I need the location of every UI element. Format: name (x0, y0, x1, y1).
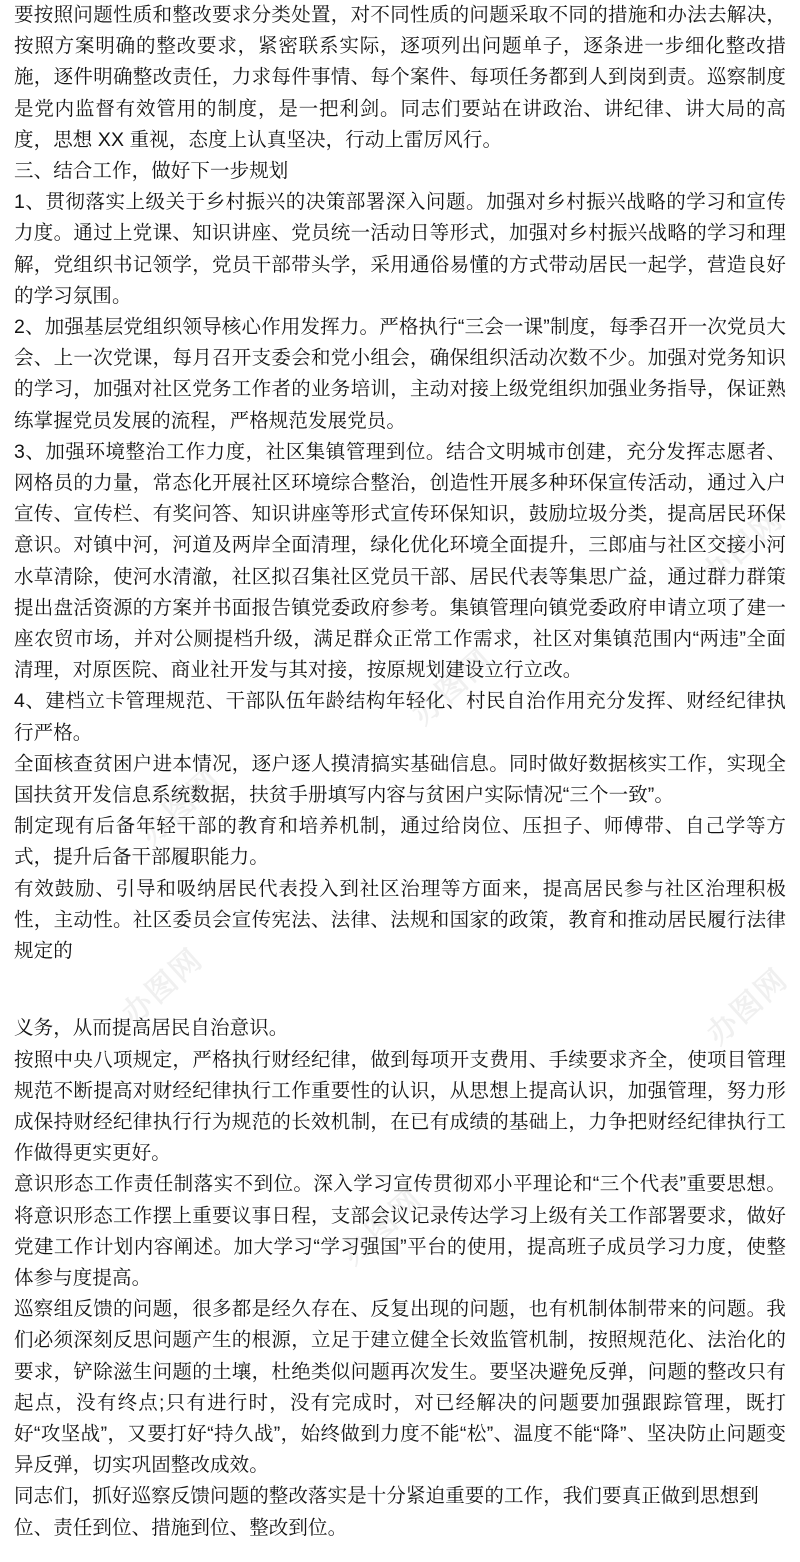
section-heading-3: 三、结合工作，做好下一步规划 (14, 160, 289, 183)
watermark-text: 办图网 (116, 942, 210, 1032)
numbered-item-4: 4、建档立卡管理规范、干部队伍年龄结构年轻化、村民自治作用充分发挥、财经纪律执行严格。 (14, 690, 786, 744)
paragraph-poverty-household-survey: 全面核查贫困户进本情况，逐户逐人摸清搞实基础信息。同时做好数据核实工作，实现全国扶贫开发信息系统数据，扶贫手册填写内容与贫困户实际情况“三个一致”。 (14, 752, 786, 807)
paragraph-intro-rectification: 要按照问题性质和整改要求分类处置，对不同性质的问题采取不同的措施和办法去解决，按照方案明确的整改要求，紧密联系实际，逐项列出问题单子，逐条进一步细化整改措施，逐件明确整改责任，力求每件事情、每个案件、每项任务都到人到岗到责。巡察制度是党内监督有效管用的制度，是一把利剑。同志们要站在讲政治、讲纪律、讲大局的高度，思想 XX 重视，态度上认真坚决，行动上雷厉风行。 (14, 4, 786, 151)
paragraph-continuation-duty: 义务，从而提高居民自治意识。 (14, 1017, 289, 1040)
page-break-gap (0, 967, 800, 1013)
watermark-text: 办图网 (701, 962, 795, 1052)
numbered-item-1: 1、贯彻落实上级关于乡村振兴的决策部署深入问题。加强对乡村振兴战略的学习和宣传力度。通过上党课、知识讲座、党员统一活动日等形式，加强对乡村振兴战略的学习和理解，党组织书记领学，党员干部带头学，采用通俗易懂的方式带动居民一起学，营造良好的学习氛围。 (14, 191, 786, 307)
paragraph-cadre-training: 制定现有后备年轻干部的教育和培养机制，通过给岗位、压担子、师傅带、自己学等方式，提升后备干部履职能力。 (14, 815, 786, 869)
paragraph-ideology-work: 意识形态工作责任制落实不到位。深入学习宣传贯彻邓小平理论和“三个代表”重要思想。将意识形态工作摆上重要议事日程，支部会议记录传达学习上级有关工作部署要求，做好党建工作计划内容阐述。加大学习“学习强国”平台的使用，提高班子成员学习力度，使整体参与度提高。 (14, 1173, 786, 1289)
numbered-item-2: 2、加强基层党组织领导核心作用发挥力。严格执行“三会一课”制度，每季召开一次党员大会、上一次党课，每月召开支委会和党小组会，确保组织活动次数不少。加强对党务知识的学习，加强对社区党务工作者的业务培训，主动对接上级党组织加强业务指导，保证熟练掌握党员发展的流程，严格规范发展党员。 (14, 316, 786, 432)
bottom-whitespace (14, 1544, 786, 1562)
watermark-text: 办图网 (134, 762, 228, 852)
paragraph-financial-discipline: 按照中央八项规定，严格执行财经纪律，做到每项开支费用、手续要求齐全，使项目管理规范不断提高对财经纪律执行工作重要性的认识，从思想上提高认识，加强管理，努力形成保持财经纪律执行行为规范的长效机制，在已有成绩的基础上，力争把财经纪律执行工作做得更实更好。 (14, 1048, 786, 1165)
watermark-text: 办图网 (406, 642, 500, 732)
paragraph-resident-participation: 有效鼓励、引导和吸纳居民代表投入到社区治理等方面来，提高居民参与社区治理积极性，主动性。社区委员会宣传宪法、法律、法规和国家的政策，教育和推动居民履行法律规定的 (14, 877, 786, 963)
paragraph-closing-comrades: 同志们，抓好巡察反馈问题的整改落实是十分紧迫重要的工作，我们要真正做到思想到位、责任到位、措施到位、整改到位。 (14, 1485, 759, 1539)
watermark-text: 办图网 (336, 1182, 430, 1272)
numbered-item-3: 3、加强环境整治工作力度，社区集镇管理到位。结合文明城市创建，充分发挥志愿者、网格员的力量，常态化开展社区环境综合整治，创造性开展多种环保宣传活动，通过入户宣传、宣传栏、有奖问答、知识讲座等形式宣传环保知识，鼓励垃圾分类，提高居民环保意识。对镇中河，河道及两岸全面清理，绿化优化环境全面提升，三郎庙与社区交接小河水草清除，使河水清澈，社区拟召集社区党员干部、居民代表等集思广益，通过群力群策提出盘活资源的方案并书面报告镇党委政府参考。集镇管理向镇党委政府申请立项了建一座农贸市场，并对公厕提档升级，满足群众正常工作需求，社区对集镇范围内“两违”全面清理，对原医院、商业社开发与其对接，按原规划建设立行立改。 (14, 440, 786, 682)
document-sheet-2 (0, 1013, 800, 1562)
watermark-text: 办图网 (696, 502, 790, 592)
paragraph-inspection-feedback: 巡察组反馈的问题，很多都是经久存在、反复出现的问题，也有机制体制带来的问题。我们必须深刻反思问题产生的根源，立足于建立健全长效监管机制，按照规范化、法治化的要求，铲除滋生问题的土壤，杜绝类似问题再次发生。要坚决避免反弹，问题的整改只有起点，没有终点;只有进行时，没有完成时，对已经解决的问题要加强跟踪管理，既打好“攻坚战”，又要打好“持久战”，始终做到力度不能“松”、温度不能“降”、坚决防止问题变异反弹，切实巩固整改成效。 (14, 1298, 786, 1477)
